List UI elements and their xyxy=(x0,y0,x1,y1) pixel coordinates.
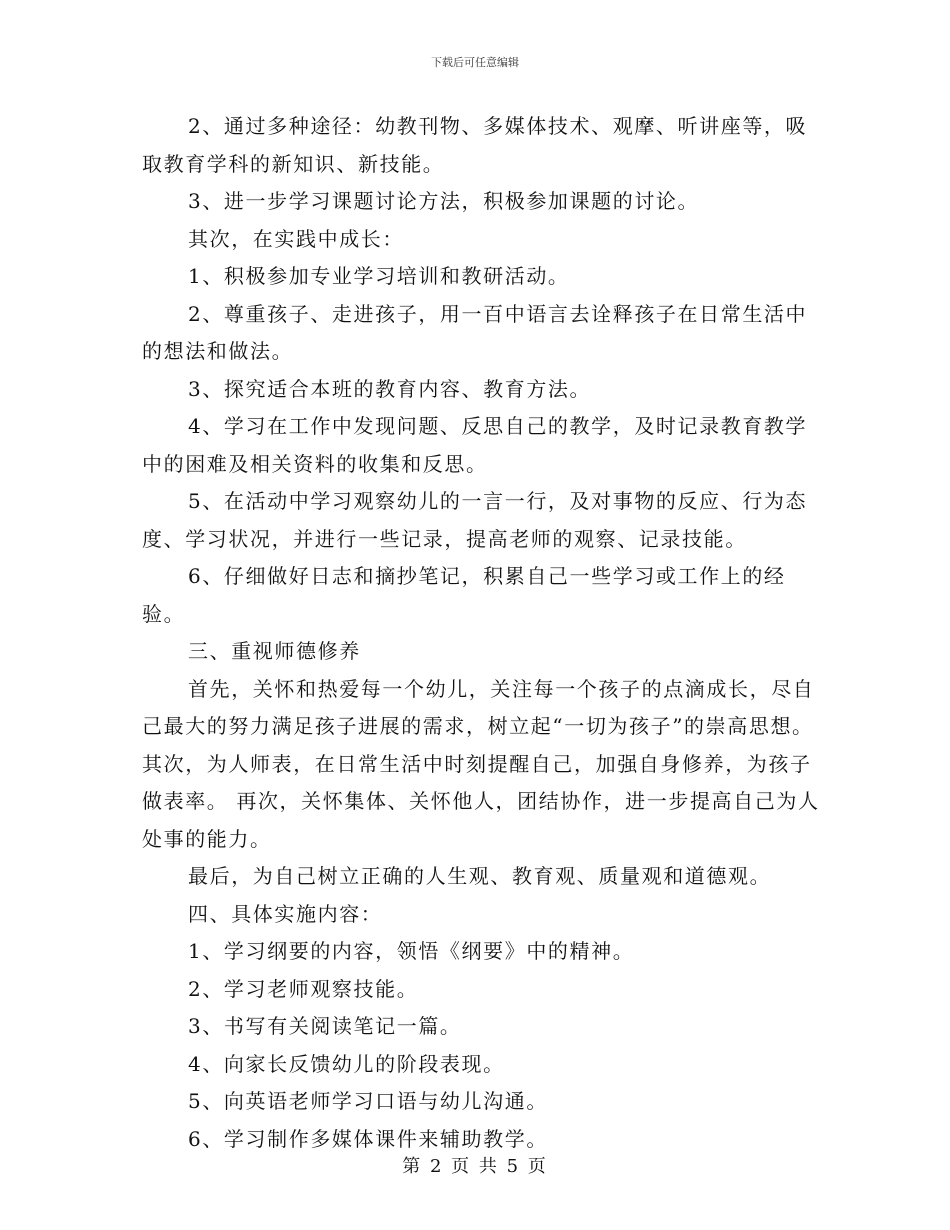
paragraph: 首先，关怀和热爱每一个幼儿，关注每一个孩子的点滴成长，尽自己最大的努力满足孩子进展的需求，树立起“一切为孩子”的崇高思想。 其次，为人师表，在日常生活中时刻提醒自己，加强自身修养，为孩子做表率。 再次，关怀集体、关怀他人，团结协作，进一步提高自己为人处事的能力。 xyxy=(142,676,820,851)
page-number-footer: 第 2 页 共 5 页 xyxy=(402,1156,548,1177)
paragraph: 2、通过多种途径：幼教刊物、多媒体技术、观摩、听讲座等，吸取教育学科的新知识、新技能。 xyxy=(142,114,808,176)
paragraph: 2、学习老师观察技能。 xyxy=(188,976,419,1001)
section-heading: 三、重视师德修养 xyxy=(188,639,361,663)
paragraph: 6、仔细做好日志和摘抄笔记，积累自己一些学习或工作上的经验。 xyxy=(142,564,786,626)
paragraph: 2、尊重孩子、走进孩子，用一百中语言去诠释孩子在日常生活中的想法和做法。 xyxy=(142,301,808,363)
paragraph: 1、学习纲要的内容，领悟《纲要》中的精神。 xyxy=(188,939,635,963)
paragraph: 3、探究适合本班的教育内容、教育方法。 xyxy=(188,376,592,401)
paragraph: 3、书写有关阅读笔记一篇。 xyxy=(188,1014,462,1038)
paragraph: 4、向家长反馈幼儿的阶段表现。 xyxy=(188,1051,505,1076)
paragraph: 5、在活动中学习观察幼儿的一言一行，及对事物的反应、行为态度、学习状况，并进行一些记录，提高老师的观察、记录技能。 xyxy=(142,489,808,551)
paragraph: 其次，在实践中成长： xyxy=(188,226,404,251)
paragraph: 最后，为自己树立正确的人生观、教育观、质量观和道德观。 xyxy=(188,864,772,888)
paragraph: 5、向英语老师学习口语与幼儿沟通。 xyxy=(188,1089,548,1113)
paragraph: 4、学习在工作中发现问题、反思自己的教学，及时记录教育教学中的困难及相关资料的收集和反思。 xyxy=(142,414,808,476)
document-body xyxy=(142,108,822,1158)
paragraph: 1、积极参加专业学习培训和教研活动。 xyxy=(188,264,570,288)
paragraph: 6、学习制作多媒体课件来辅助教学。 xyxy=(188,1126,548,1151)
page-header-note: 下载后可任意编辑 xyxy=(431,56,519,69)
section-heading: 四、具体实施内容： xyxy=(188,901,383,926)
paragraph: 3、进一步学习课题讨论方法，积极参加课题的讨论。 xyxy=(188,189,700,213)
